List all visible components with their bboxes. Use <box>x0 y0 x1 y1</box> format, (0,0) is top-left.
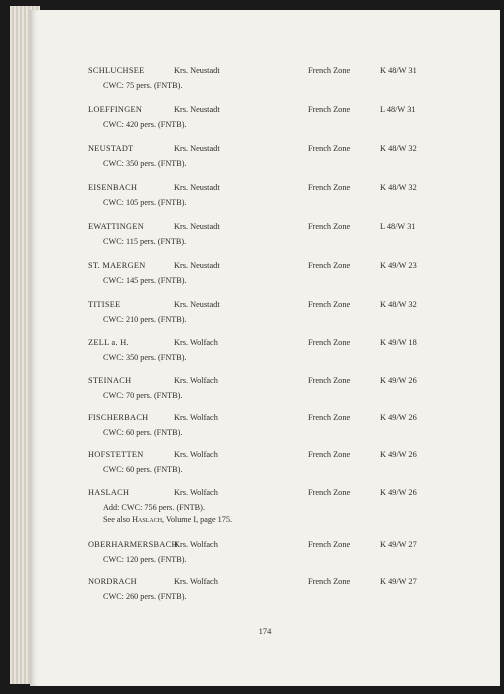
district: Krs. Neustadt <box>174 66 220 75</box>
entry-detail: CWC: 260 pers. (FNTB). <box>103 592 187 601</box>
entry <box>88 338 488 364</box>
entry-detail: CWC: 420 pers. (FNTB). <box>103 120 187 129</box>
entry-detail: CWC: 145 pers. (FNTB). <box>103 276 187 285</box>
entry-header <box>88 261 488 275</box>
zone: French Zone <box>308 183 351 192</box>
district: Krs. Wolfach <box>174 338 218 347</box>
place-name: HOFSTETTEN <box>88 450 144 459</box>
place-name: TITISEE <box>88 300 121 309</box>
entry-header <box>88 144 488 158</box>
entry <box>88 450 488 476</box>
district: Krs. Neustadt <box>174 261 220 270</box>
entry-detail: CWC: 60 pers. (FNTB). <box>103 428 183 437</box>
entry-header <box>88 105 488 119</box>
entry <box>88 488 488 526</box>
entry <box>88 183 488 209</box>
map-coordinate: K 48/W 32 <box>380 300 417 309</box>
entry-detail: Add: CWC: 756 pers. (FNTB). <box>103 503 205 512</box>
page-number: 174 <box>258 626 272 636</box>
place-name: LOEFFINGEN <box>88 105 143 114</box>
entry <box>88 261 488 287</box>
district: Krs. Neustadt <box>174 183 220 192</box>
place-name: ZELL a. H. <box>88 338 129 347</box>
map-coordinate: K 49/W 23 <box>380 261 417 270</box>
zone: French Zone <box>308 300 351 309</box>
place-name: EISENBACH <box>88 183 138 192</box>
zone: French Zone <box>308 338 351 347</box>
zone: French Zone <box>308 488 351 497</box>
entry-header <box>88 413 488 427</box>
map-coordinate: K 49/W 26 <box>380 413 417 422</box>
entry <box>88 540 488 566</box>
zone: French Zone <box>308 105 351 114</box>
entry-header <box>88 450 488 464</box>
entry-header <box>88 577 488 591</box>
zone: French Zone <box>308 261 351 270</box>
zone: French Zone <box>308 413 351 422</box>
entry-header <box>88 376 488 390</box>
entry-detail: CWC: 70 pers. (FNTB). <box>103 391 183 400</box>
map-coordinate: K 49/W 18 <box>380 338 417 347</box>
entry-detail: CWC: 210 pers. (FNTB). <box>103 315 187 324</box>
district: Krs. Neustadt <box>174 105 220 114</box>
entry <box>88 66 488 92</box>
zone: French Zone <box>308 144 351 153</box>
entry <box>88 413 488 439</box>
place-name: STEINACH <box>88 376 132 385</box>
entry-detail: CWC: 120 pers. (FNTB). <box>103 555 187 564</box>
map-coordinate: K 49/W 27 <box>380 540 417 549</box>
entry-header <box>88 183 488 197</box>
zone: French Zone <box>308 376 351 385</box>
map-coordinate: K 48/W 32 <box>380 144 417 153</box>
entry <box>88 577 488 603</box>
district: Krs. Wolfach <box>174 450 218 459</box>
entry-header <box>88 540 488 554</box>
entry-detail: CWC: 115 pers. (FNTB). <box>103 237 187 246</box>
entry-header <box>88 488 488 502</box>
entry <box>88 222 488 248</box>
entry <box>88 105 488 131</box>
entry-detail: CWC: 350 pers. (FNTB). <box>103 159 187 168</box>
district: Krs. Neustadt <box>174 144 220 153</box>
district: Krs. Neustadt <box>174 222 220 231</box>
place-name: NEUSTADT <box>88 144 134 153</box>
map-coordinate: K 49/W 27 <box>380 577 417 586</box>
zone: French Zone <box>308 540 351 549</box>
place-name: SCHLUCHSEE <box>88 66 145 75</box>
map-coordinate: K 48/W 31 <box>380 66 417 75</box>
zone: French Zone <box>308 222 351 231</box>
place-name: NORDRACH <box>88 577 137 586</box>
map-coordinate: L 48/W 31 <box>380 105 416 114</box>
entry <box>88 144 488 170</box>
entry-detail: See also Haslach, Volume I, page 175. <box>103 515 232 524</box>
book-page <box>30 10 500 686</box>
entry-header <box>88 300 488 314</box>
zone: French Zone <box>308 66 351 75</box>
map-coordinate: K 48/W 32 <box>380 183 417 192</box>
entry-detail: CWC: 60 pers. (FNTB). <box>103 465 183 474</box>
map-coordinate: K 49/W 26 <box>380 450 417 459</box>
entry-header <box>88 66 488 80</box>
district: Krs. Wolfach <box>174 413 218 422</box>
place-name: OBERHARMERSBACH <box>88 540 178 549</box>
entry <box>88 376 488 402</box>
map-coordinate: K 49/W 26 <box>380 488 417 497</box>
map-coordinate: K 49/W 26 <box>380 376 417 385</box>
district: Krs. Wolfach <box>174 540 218 549</box>
place-name: ST. MAERGEN <box>88 261 146 270</box>
district: Krs. Wolfach <box>174 488 218 497</box>
entry-header <box>88 222 488 236</box>
district: Krs. Wolfach <box>174 376 218 385</box>
entry <box>88 300 488 326</box>
entry-detail: CWC: 350 pers. (FNTB). <box>103 353 187 362</box>
place-name: HASLACH <box>88 488 130 497</box>
entry-header <box>88 338 488 352</box>
place-name: EWATTINGEN <box>88 222 144 231</box>
entry-detail: CWC: 75 pers. (FNTB). <box>103 81 183 90</box>
entry-detail: CWC: 105 pers. (FNTB). <box>103 198 187 207</box>
district: Krs. Neustadt <box>174 300 220 309</box>
zone: French Zone <box>308 450 351 459</box>
place-name: FISCHERBACH <box>88 413 149 422</box>
district: Krs. Wolfach <box>174 577 218 586</box>
zone: French Zone <box>308 577 351 586</box>
map-coordinate: L 48/W 31 <box>380 222 416 231</box>
